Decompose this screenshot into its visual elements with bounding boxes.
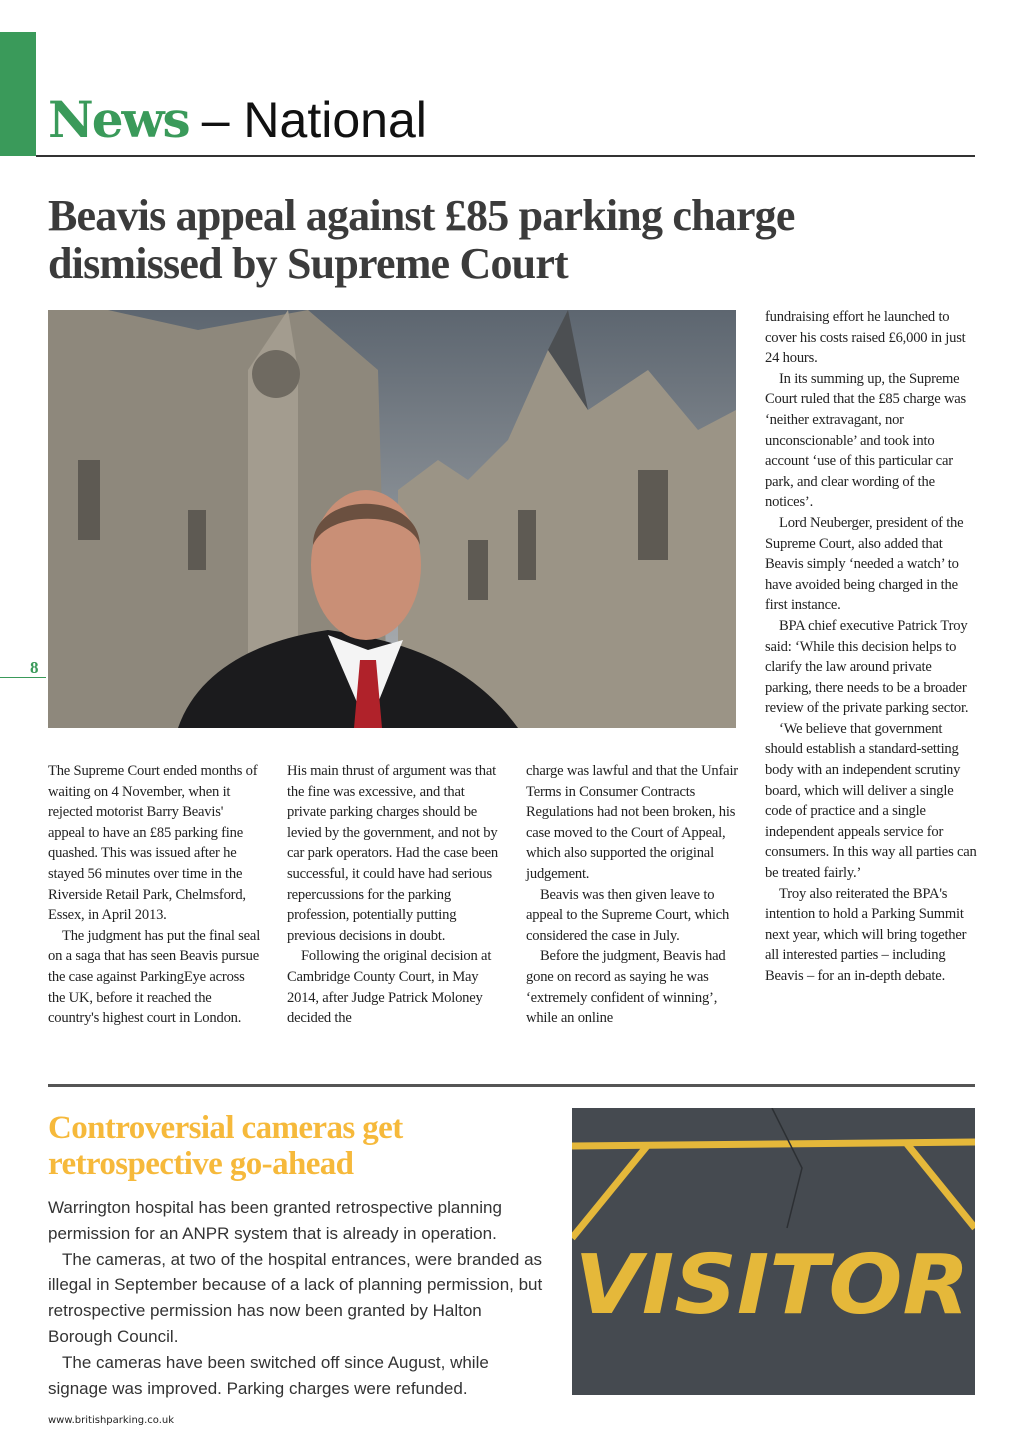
paragraph: The cameras, at two of the hospital entrances, were branded as illegal in September because of a lack of planning permission, but retrospective permission has now been granted by Halton Borough Council. [48,1249,543,1346]
visitor-marking: VISITOR [574,1238,970,1333]
page-number-rule [0,677,46,678]
header-rule [36,155,975,157]
visitor-parking-bay-photo [572,1108,975,1395]
paragraph: BPA chief executive Patrick Troy said: ‘While this decision helps to clarify the law around private parking, there needs to be a broader review of the private parking sector. [765,617,969,717]
article-column-1 [48,761,262,1029]
paragraph: The judgment has put the final seal on a saga that has seen Beavis pursue the case against ParkingEye across the UK, before it reached the country's highest court in London. [48,927,261,1027]
paragraph: The Supreme Court ended months of waiting on 4 November, when it rejected motorist Barry Beavis' appeal to have an £85 parking fine quashed. This was issued after he stayed 56 minutes over time in the Riverside Retail Park, Chelmsford, Essex, in April 2013. [48,763,258,924]
article-column-4 [765,307,979,987]
article-headline: Beavis appeal against £85 parking charge dismissed by Supreme Court [48,191,795,288]
section-color-bar [0,32,36,156]
paragraph: Warrington hospital has been granted retrospective planning permission for an ANPR system that is already in operation. [48,1198,502,1243]
section-sub: – National [201,92,427,148]
page-number: 8 [30,658,39,677]
paragraph: Before the judgment, Beavis had gone on record as saying he was ‘extremely confident of winning’, while an online [526,948,726,1027]
paragraph: Following the original decision at Cambridge County Court, in May 2014, after Judge Patrick Moloney decided the [287,948,492,1027]
story-divider [48,1084,975,1087]
article-column-2 [287,761,501,1029]
article-column-3 [526,761,740,1029]
paragraph: fundraising effort he launched to cover his costs raised £6,000 in just 24 hours. [765,309,966,367]
paragraph: charge was lawful and that the Unfair Terms in Consumer Contracts Regulations had not been broken, his case moved to the Court of Appeal, which also supported the original judgement. [526,763,738,882]
paragraph: Beavis was then given leave to appeal to the Supreme Court, which considered the case in July. [526,886,730,944]
paragraph: Lord Neuberger, president of the Supreme Court, also added that Beavis simply ‘needed a watch’ to have avoided being charged in the first instance. [765,514,964,614]
paragraph: Troy also reiterated the BPA's intention to hold a Parking Summit next year, which will bring together all interested parties – including Beavis – for an in-depth debate. [765,885,967,984]
paragraph: His main thrust of argument was that the fine was excessive, and that private parking charges should be levied by the government, and not by car park operators. Had the case been successful, it could have had serious repercussions for the parking profession, potentially putting previous decisions in doubt. [287,763,498,944]
story2-headline: Controversial cameras get retrospective go-ahead [48,1110,403,1182]
story2-body [48,1195,548,1401]
section-title [48,88,427,153]
section-label: News [48,90,189,149]
paragraph: ‘We believe that government should establish a standard-setting body with an independent scrutiny board, which will deliver a single code of practice and a single independent appeals service for consumers. In this way all parties can be treated fairly.’ [765,720,977,882]
article-photo-man-outside-court [48,310,736,728]
paragraph: In its summing up, the Supreme Court ruled that the £85 charge was ‘neither extravagant, nor unconscionable’ and took into account ‘use of this particular car park, and clear wording of the notices’. [765,370,967,511]
paragraph: The cameras have been switched off since August, while signage was improved. Parking charges were refunded. [48,1352,489,1398]
footer-url: www.britishparking.co.uk [48,1415,175,1426]
